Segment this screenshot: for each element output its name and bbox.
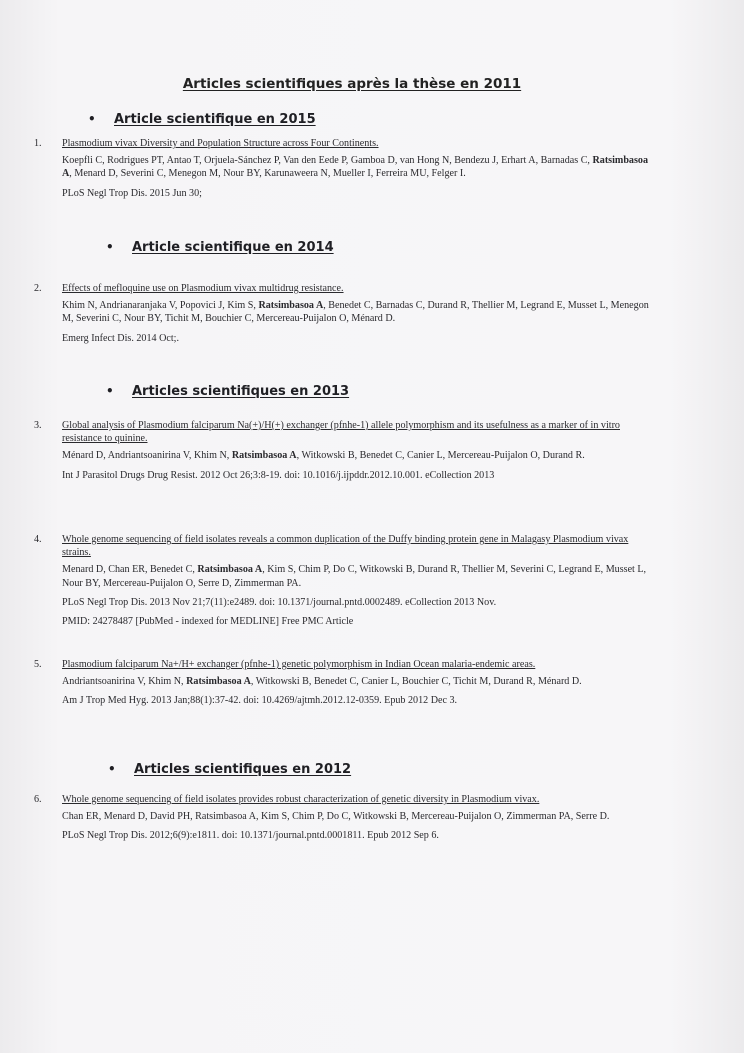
article-5 <box>34 658 652 708</box>
authors-part: , Kim S, Chim P, Do C, Witkowski B, Durand R, Thellier M, Severini C, Legrand E, Musset L, Nour BY, Mercereau-Puijalon O, Serre D, Zimmerman PA. <box>62 564 647 589</box>
authors-part: Menard D, Chan ER, Benedet C, <box>62 564 198 576</box>
article-title[interactable]: Effects of mefloquine use on Plasmodium vivax multidrug resistance. <box>62 283 344 294</box>
article-authors <box>62 563 652 589</box>
article-journal: Am J Trop Med Hyg. 2013 Jan;88(1):37-42. doi: 10.4269/ajtmh.2012.12-0359. Epub 2012 Dec 3. <box>62 695 458 707</box>
page-title: Articles scientifiques après la thèse en 2011 <box>182 76 522 92</box>
section-title: Article scientifique en 2015 <box>114 112 316 127</box>
article-journal: PLoS Negl Trop Dis. 2015 Jun 30; <box>62 187 202 199</box>
authors-part: , Witkowski B, Benedet C, Canier L, Bouchier C, Tichit M, Durand R, Ménard D. <box>250 676 582 688</box>
article-title[interactable]: Global analysis of Plasmodium falciparum Na(+)/H(+) exchanger (pfnhe-1) allele polymorphism and its usefulness as a marker of in vitro resistance to quinine. <box>62 420 620 445</box>
authors-part: , Benedet C, Barnadas C, Durand R, Thellier M, Legrand E, Musset L, Menegon M, Severini C, Nour BY, Tichit M, Bouchier C, Mercereau-Puijalon O, Ménard D. <box>62 300 649 325</box>
article-title[interactable]: Whole genome sequencing of field isolates provides robust characterization of genetic diversity in Plasmodium vivax. <box>62 794 540 805</box>
authors-part: , Menard D, Severini C, Menegon M, Nour BY, Karunaweera N, Mueller I, Ferreira MU, Felger I. <box>69 168 466 180</box>
section-heading-2015 <box>88 112 316 127</box>
highlighted-author: Ratsimbasoa A <box>231 450 297 462</box>
bullet: • <box>106 384 114 398</box>
authors-part: Khim N, Andrianaranjaka V, Popovici J, Kim S, <box>62 300 259 312</box>
article-authors: Chan ER, Menard D, David PH, Ratsimbasoa A, Kim S, Chim P, Do C, Witkowski B, Mercereau-Puijalon O, Zimmerman PA, Serre D. <box>62 811 610 823</box>
article-title[interactable]: Whole genome sequencing of field isolates reveals a common duplication of the Duffy binding protein gene in Malagasy Plasmodium vivax strains. <box>62 534 629 559</box>
bullet: • <box>108 762 116 776</box>
bullet: • <box>106 240 114 254</box>
section-title: Article scientifique en 2014 <box>132 240 334 255</box>
authors-part: Koepfli C, Rodrigues PT, Antao T, Orjuela-Sánchez P, Van den Eede P, Gamboa D, van Hong N, Bendezu J, Erhart A, Barnadas C, <box>62 155 593 167</box>
article-journal: Int J Parasitol Drugs Drug Resist. 2012 Oct 26;3:8-19. doi: 10.1016/j.ijpddr.2012.10.001. eCollection 2013 <box>62 469 495 481</box>
section-heading-2012 <box>108 762 351 777</box>
highlighted-author: Ratsimbasoa A <box>258 300 324 312</box>
article-journal: PLoS Negl Trop Dis. 2013 Nov 21;7(11):e2489. doi: 10.1371/journal.pntd.0002489. eCollection 2013 Nov. <box>62 596 497 608</box>
article-2 <box>34 282 652 345</box>
authors-part: , Witkowski B, Benedet C, Canier L, Mercereau-Puijalon O, Durand R. <box>296 450 585 462</box>
authors-part: Ménard D, Andriantsoanirina V, Khim N, <box>62 450 232 462</box>
section-title: Articles scientifiques en 2013 <box>132 384 350 399</box>
article-4 <box>34 533 652 628</box>
article-1 <box>34 137 652 200</box>
section-title: Articles scientifiques en 2012 <box>134 762 352 777</box>
article-title[interactable]: Plasmodium falciparum Na+/H+ exchanger (pfnhe-1) genetic polymorphism in Indian Ocean malaria-endemic areas. <box>62 659 536 670</box>
article-journal: PLoS Negl Trop Dis. 2012;6(9):e1811. doi: 10.1371/journal.pntd.0001811. Epub 2012 Sep 6. <box>62 830 439 842</box>
article-number: 5. <box>34 659 42 670</box>
bullet: • <box>88 112 96 126</box>
highlighted-author: Ratsimbasoa A <box>62 155 649 180</box>
authors-part: Andriantsoanirina V, Khim N, <box>62 676 187 688</box>
article-number: 4. <box>34 534 42 545</box>
article-number: 3. <box>34 420 42 431</box>
article-number: 1. <box>34 138 42 149</box>
article-authors <box>62 299 652 325</box>
article-authors <box>62 675 652 688</box>
highlighted-author: Ratsimbasoa A <box>197 564 263 576</box>
article-number: 6. <box>34 794 42 805</box>
article-authors <box>62 449 652 462</box>
article-authors <box>62 154 652 180</box>
article-title[interactable]: Plasmodium vivax Diversity and Population Structure across Four Continents. <box>62 138 379 149</box>
article-journal: Emerg Infect Dis. 2014 Oct;. <box>62 332 179 344</box>
article-3 <box>34 419 652 482</box>
section-heading-2014 <box>106 240 334 255</box>
section-heading-2013 <box>106 384 349 399</box>
article-pmid: PMID: 24278487 [PubMed - indexed for MEDLINE] Free PMC Article <box>62 616 354 628</box>
article-number: 2. <box>34 283 42 294</box>
highlighted-author: Ratsimbasoa A <box>186 676 251 688</box>
article-6 <box>34 793 652 843</box>
